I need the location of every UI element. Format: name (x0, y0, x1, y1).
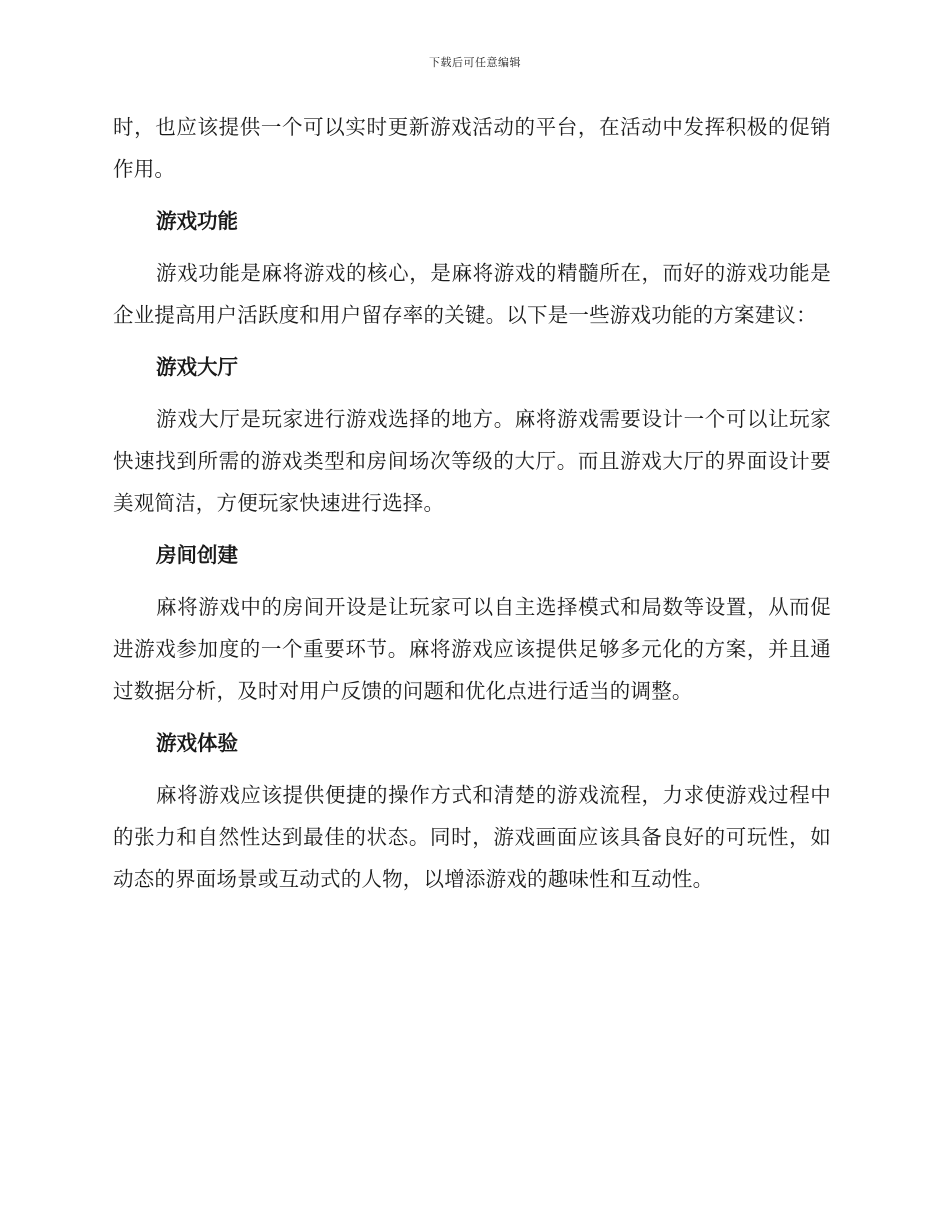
section-heading: 游戏大厅 (156, 355, 238, 379)
section-paragraph: 游戏功能是麻将游戏的核心，是麻将游戏的精髓所在，而好的游戏功能是企业提高用户活跃度和用户留存率的关键。以下是一些游戏功能的方案建议： (113, 261, 831, 327)
section-paragraph: 麻将游戏应该提供便捷的操作方式和清楚的游戏流程，力求使游戏过程中的张力和自然性达到最佳的状态。同时，游戏画面应该具备良好的可玩性，如动态的界面场景或互动式的人物，以增添游戏的趣味性和互动性。 (113, 783, 831, 891)
section-room-creation (113, 534, 831, 712)
section-heading: 游戏功能 (156, 209, 238, 233)
section-heading: 游戏体验 (156, 731, 238, 755)
section-game-experience (113, 722, 831, 900)
page-header: 下载后可任意编辑 (429, 56, 521, 69)
section-game-lobby (113, 346, 831, 524)
intro-paragraph: 时，也应该提供一个可以实时更新游戏活动的平台，在活动中发挥积极的促销作用。 (113, 115, 831, 181)
document-body (113, 106, 831, 910)
section-heading: 房间创建 (156, 543, 238, 567)
section-paragraph: 麻将游戏中的房间开设是让玩家可以自主选择模式和局数等设置，从而促进游戏参加度的一个重要环节。麻将游戏应该提供足够多元化的方案，并且通过数据分析，及时对用户反馈的问题和优化点进行适当的调整。 (113, 595, 831, 703)
section-paragraph: 游戏大厅是玩家进行游戏选择的地方。麻将游戏需要设计一个可以让玩家快速找到所需的游戏类型和房间场次等级的大厅。而且游戏大厅的界面设计要美观简洁，方便玩家快速进行选择。 (113, 407, 831, 515)
section-game-features (113, 200, 831, 336)
